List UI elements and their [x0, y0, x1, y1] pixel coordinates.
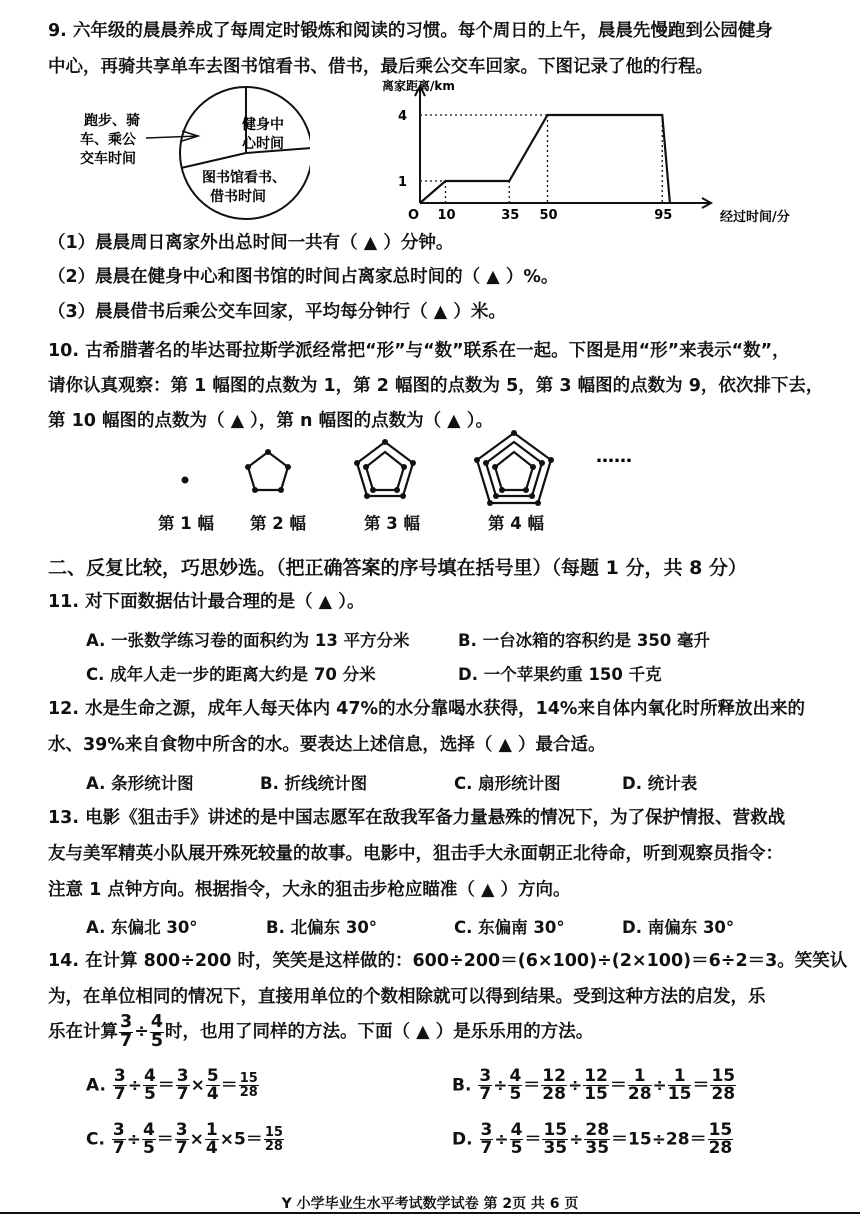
q11-option-b: B. 一台冰箱的容积约是 350 毫升	[458, 631, 711, 650]
q14-line3-post: 时，也用了同样的方法。下面（ ▲ ）是乐乐用的方法。	[165, 1022, 594, 1042]
q14-option-c: C. $\frac{3}{7}$ ÷ $\frac{4}{5}$ ＝ $\frac{3}{7}$ × $\frac{1}{4}$ ×5＝ $\frac{15}{28}$	[86, 1120, 283, 1158]
q14-option-c-label: C.	[86, 1129, 105, 1150]
y-tick-label-1: 1	[398, 175, 408, 190]
q12-stem-line1: 12. 水是生命之源，成年人每天体内 47%的水分靠喝水获得，14%来自体内氧化时所释放出来的	[48, 699, 805, 719]
fig2-dots	[245, 449, 291, 493]
caption-fig4: 第 4 幅	[488, 514, 544, 533]
q14-stem-line3: 乐在计算 $\frac{3}{7}$ ÷ $\frac{4}{5}$ 时，也用了同样的方法。下面（ ▲ ）是乐乐用的方法。	[48, 1012, 594, 1051]
pie-label-travel-3: 交车时间	[80, 151, 136, 167]
fraction-4-5: $\frac{4}{5}$	[150, 1012, 164, 1051]
caption-fig2: 第 2 幅	[250, 514, 306, 533]
q9-stem-line2: 中心，再骑共享单车去图书馆看书、借书，最后乘公交车回家。下图记录了他的行程。	[48, 57, 713, 77]
q12-option-a: A. 条形统计图	[86, 774, 194, 793]
pie-label-gym-2: 心时间	[242, 136, 284, 152]
pie-label-travel-1: 跑步、骑	[84, 113, 140, 129]
x-tick-label-10: 10	[437, 208, 456, 223]
q14-stem-line2: 为，在单位相同的情况下，直接用单位的个数相除就可以得到结果。受到这种方法的启发，乐	[48, 987, 766, 1007]
q13-stem-line1: 13. 电影《狙击手》讲述的是中国志愿军在敌我军备力量悬殊的情况下，为了保护情报、营救战	[48, 808, 786, 828]
y-tick-label-4: 4	[398, 109, 408, 124]
time-pie-chart	[70, 86, 310, 226]
q14-line3-pre: 乐在计算	[48, 1022, 118, 1042]
pie-label-gym-1: 健身中	[242, 117, 284, 133]
q14-option-b: B. $\frac{3}{7}$ ÷ $\frac{4}{5}$ ＝ $\frac{12}{28}$ ÷ $\frac{12}{15}$ ＝ $\frac{1}{28}$ ÷ $\frac{1}{15}$ ＝ $\frac{15}{28}$	[452, 1066, 736, 1104]
q14-option-d: D. $\frac{3}{7}$ ÷ $\frac{4}{5}$ ＝ $\frac{15}{35}$ ÷ $\frac{28}{35}$ ＝15÷28＝ $\frac{15}{28}$	[452, 1120, 733, 1158]
q11-stem: 11. 对下面数据估计最合理的是（ ▲ ）。	[48, 592, 365, 612]
q9-sub3: （3）晨晨借书后乘公交车回家，平均每分钟行（ ▲ ）米。	[48, 302, 506, 322]
q13-option-a: A. 东偏北 30°	[86, 918, 198, 937]
fig4-pentagons	[477, 433, 551, 503]
pie-label-library-1: 图书馆看书、	[202, 170, 286, 186]
q11-option-a: A. 一张数学练习卷的面积约为 13 平方分米	[86, 631, 410, 650]
q11-option-d: D. 一个苹果约重 150 千克	[458, 665, 662, 684]
origin-label: O	[408, 208, 420, 223]
q12-option-b: B. 折线统计图	[260, 774, 368, 793]
x-tick-label-95: 95	[654, 208, 673, 223]
distance-time-chart	[380, 78, 810, 228]
q11-option-c: C. 成年人走一步的距离大约是 70 分米	[86, 665, 376, 684]
q9-sub2: （2）晨晨在健身中心和图书馆的时间占离家总时间的（ ▲ ）%。	[48, 267, 559, 287]
q13-option-c: C. 东偏南 30°	[454, 918, 565, 937]
q9-stem-line1: 9. 六年级的晨晨养成了每周定时锻炼和阅读的习惯。每个周日的上午，晨晨先慢跑到公园健身	[48, 21, 773, 41]
x-tick-label-35: 35	[501, 208, 520, 223]
fig2-pentagon	[248, 452, 288, 490]
q14-option-a: A. $\frac{3}{7}$ ÷ $\frac{4}{5}$ ＝ $\frac{3}{7}$ × $\frac{5}{4}$ ＝ $\frac{15}{28}$	[86, 1066, 258, 1104]
page-footer: Y 小学毕业生水平考试数学试卷 第 2页 共 6 页	[281, 1196, 579, 1212]
q12-option-c: C. 扇形统计图	[454, 774, 561, 793]
q12-stem-line2: 水、39%来自食物中所含的水。要表达上述信息，选择（ ▲ ）最合适。	[48, 735, 606, 755]
q13-option-d: D. 南偏东 30°	[622, 918, 735, 937]
q9-sub1: （1）晨晨周日离家外出总时间一共有（ ▲ ）分钟。	[48, 233, 454, 253]
x-axis-label: 经过时间/分	[720, 210, 790, 225]
pie-label-travel-2: 车、乘公	[80, 132, 136, 148]
figures-ellipsis: ……	[596, 446, 632, 467]
caption-fig3: 第 3 幅	[364, 514, 420, 533]
q12-option-d: D. 统计表	[622, 774, 698, 793]
q14-option-b-label: B.	[452, 1075, 472, 1096]
q10-stem-line2: 请你认真观察：第 1 幅图的点数为 1，第 2 幅图的点数为 5，第 3 幅图的点数为 9，依次排下去，	[48, 376, 824, 396]
footer-rule	[0, 1212, 860, 1214]
q14-option-a-label: A.	[86, 1075, 106, 1096]
q13-stem-line3: 注意 1 点钟方向。根据指令，大永的狙击步枪应瞄准（ ▲ ）方向。	[48, 880, 571, 900]
pie-label-library-2: 借书时间	[210, 189, 266, 205]
section-2-title: 二、反复比较，巧思妙选。（把正确答案的序号填在括号里）（每题 1 分，共 8 分）	[48, 557, 747, 579]
fig1-dot	[182, 477, 189, 484]
q14-option-d-label: D.	[452, 1129, 473, 1150]
q13-stem-line2: 友与美军精英小队展开殊死较量的故事。电影中，狙击手大永面朝正北待命，听到观察员指令：	[48, 844, 783, 864]
q10-stem-line1: 10. 古希腊著名的毕达哥拉斯学派经常把“形”与“数”联系在一起。下图是用“形”来表示“数”，	[48, 341, 790, 361]
y-axis-label: 离家距离/km	[382, 79, 455, 93]
q14-stem-line1: 14. 在计算 800÷200 时，笑笑是这样做的：600÷200＝(6×100)÷(2×100)＝6÷2＝3。笑笑认	[48, 951, 848, 971]
caption-fig1: 第 1 幅	[158, 514, 214, 533]
q13-option-b: B. 北偏东 30°	[266, 918, 378, 937]
x-tick-label-50: 50	[539, 208, 558, 223]
pie-divider-left	[181, 153, 246, 168]
q10-stem-line3: 第 10 幅图的点数为（ ▲ ），第 n 幅图的点数为（ ▲ ）。	[48, 411, 493, 431]
distance-series-line	[420, 115, 670, 203]
fraction-3-7: $\frac{3}{7}$	[120, 1012, 133, 1051]
